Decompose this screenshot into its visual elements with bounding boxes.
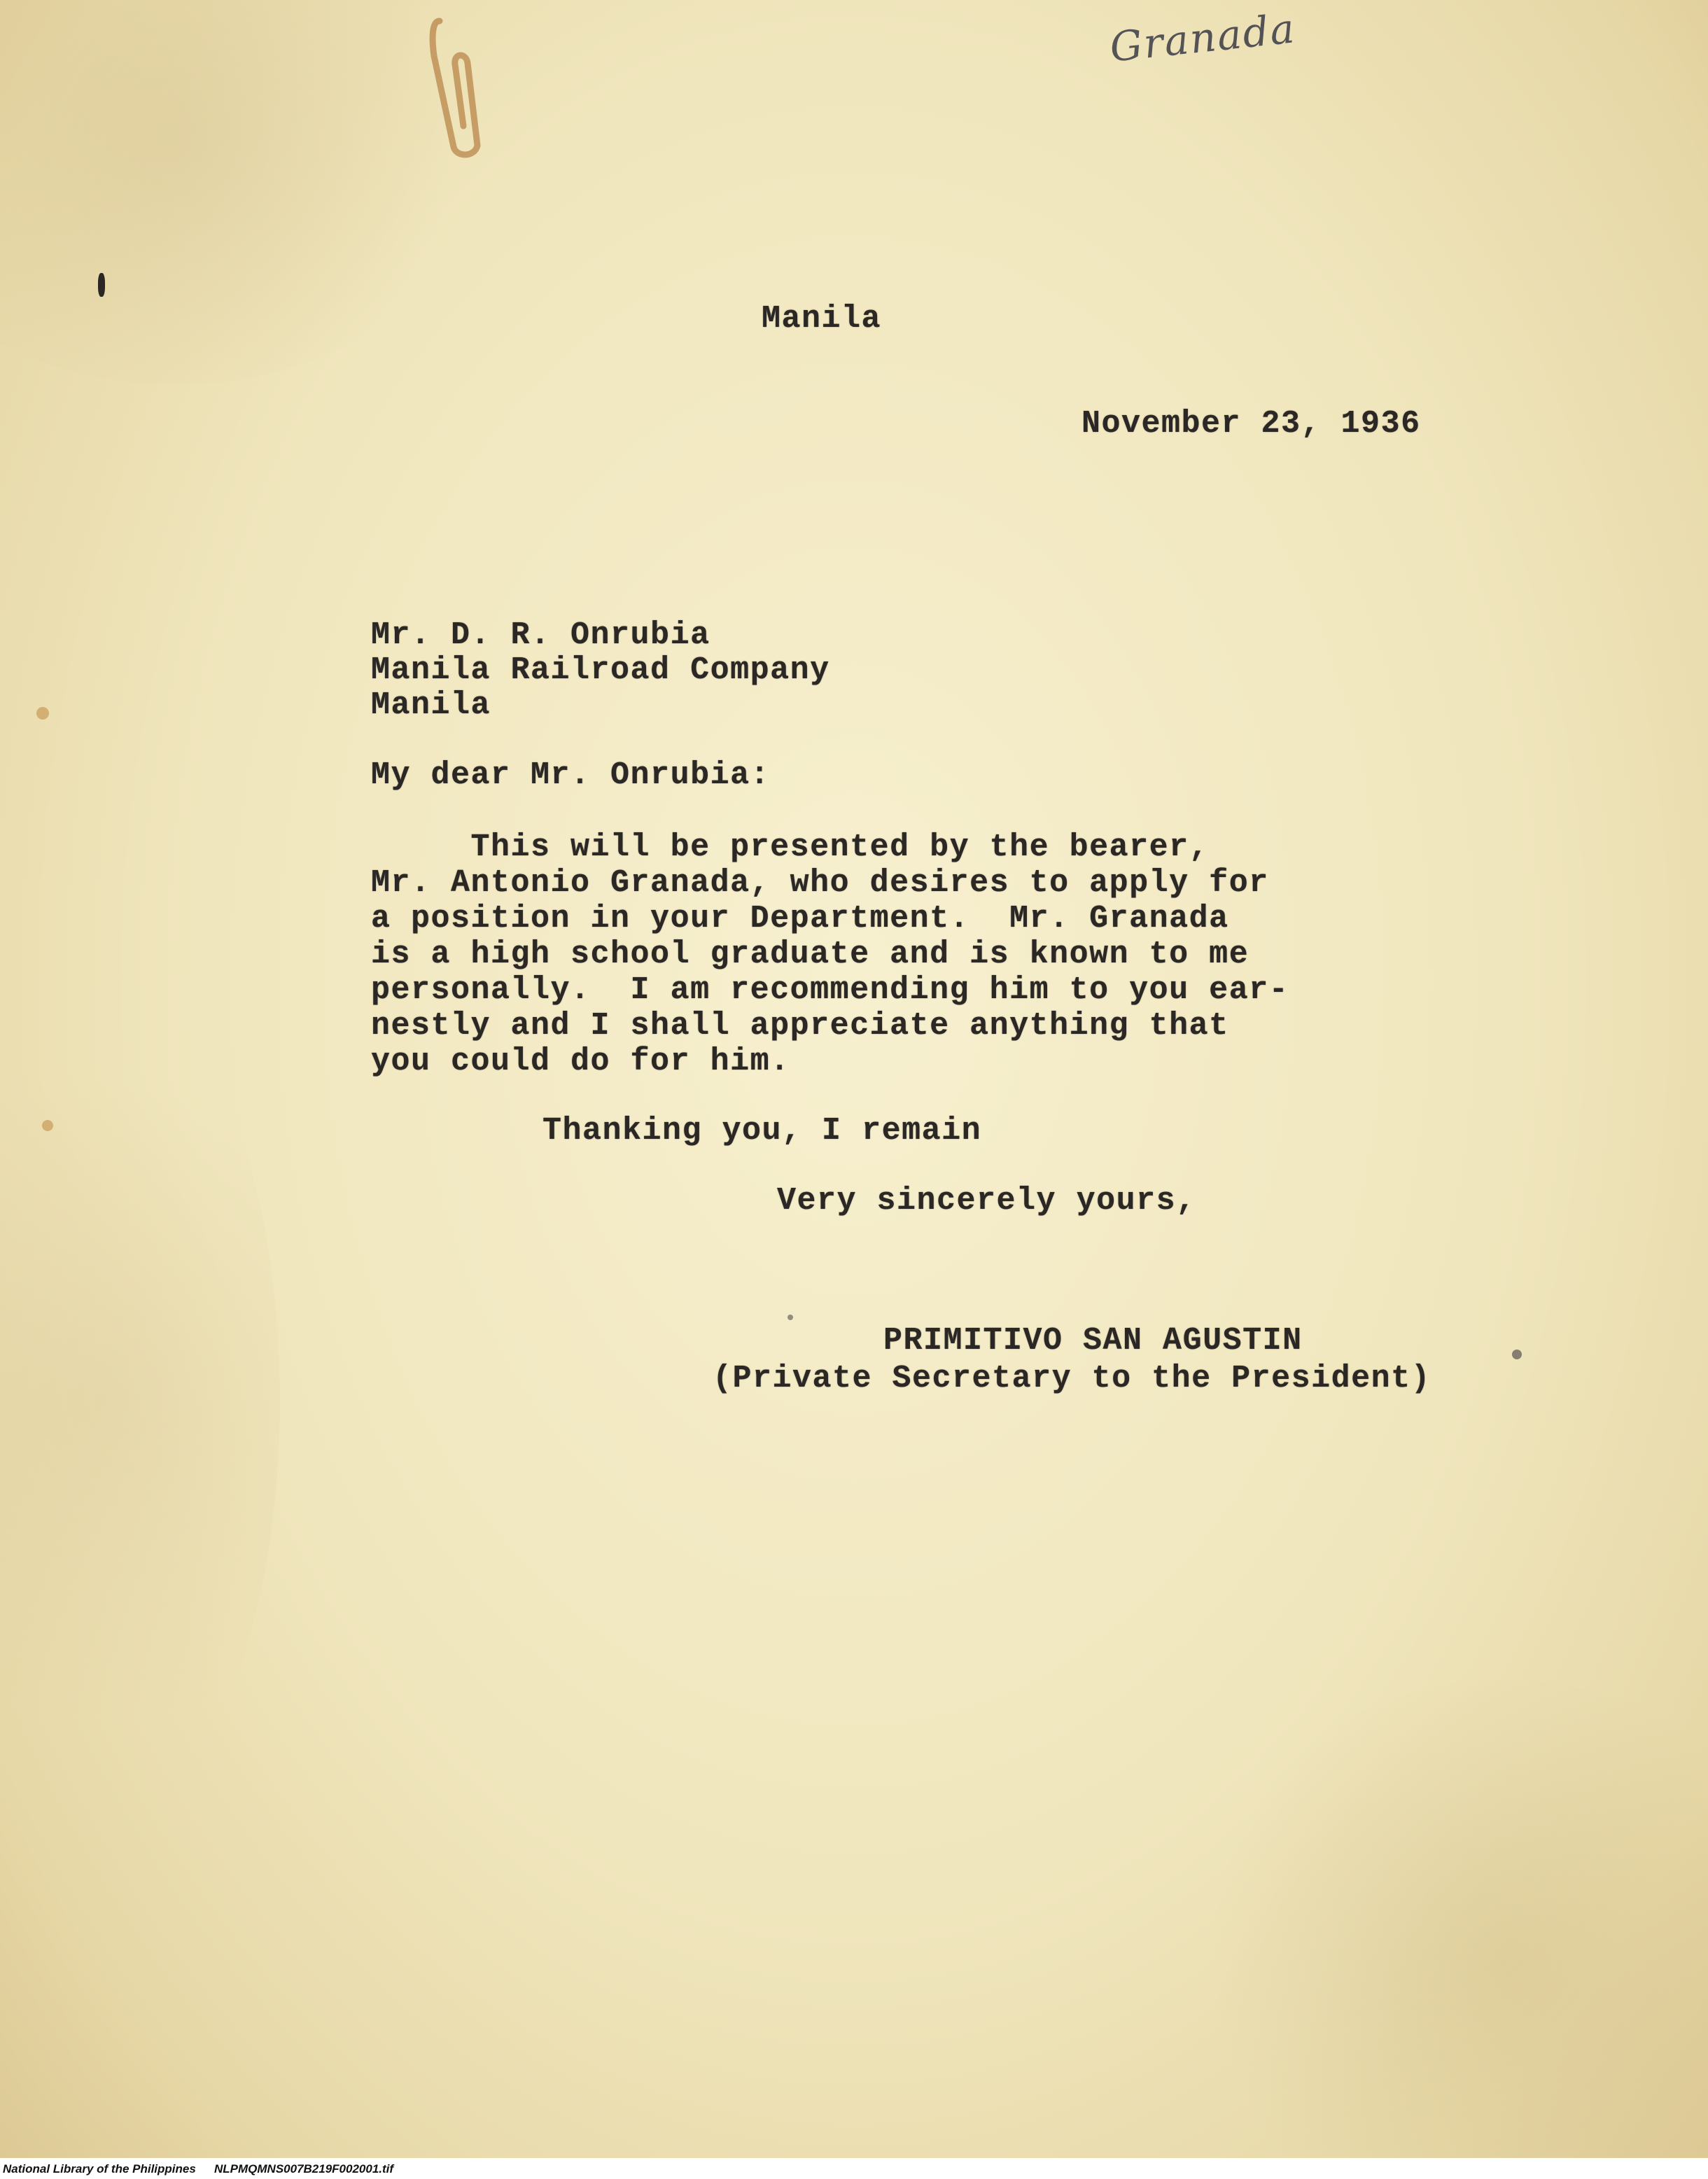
signatory-name: PRIMITIVO SAN AGUSTIN xyxy=(883,1323,1303,1359)
body-line: nestly and I shall appreciate anything that xyxy=(371,1008,1229,1044)
closing-remark: Thanking you, I remain xyxy=(542,1113,982,1149)
body-line: This will be presented by the bearer, xyxy=(371,829,1210,865)
ink-speck xyxy=(1512,1350,1522,1359)
salutation: My dear Mr. Onrubia: xyxy=(371,757,771,793)
ink-speck xyxy=(98,273,105,297)
recipient-company: Manila Railroad Company xyxy=(371,652,830,688)
rust-spot xyxy=(42,1120,53,1131)
body-line: personally. I am recommending him to you ear- xyxy=(371,972,1289,1008)
body-line: you could do for him. xyxy=(371,1044,790,1079)
scan-footer xyxy=(0,2158,1708,2179)
recipient-name: Mr. D. R. Onrubia xyxy=(371,617,710,653)
paper-stain xyxy=(0,0,490,385)
ink-speck xyxy=(788,1315,793,1320)
paperclip-mark-icon xyxy=(426,14,489,161)
letter-place: Manila xyxy=(762,301,882,337)
handwritten-annotation: Granada xyxy=(1107,4,1298,71)
body-line: a position in your Department. Mr. Granada xyxy=(371,901,1229,937)
body-line: Mr. Antonio Granada, who desires to apply for xyxy=(371,865,1269,901)
body-line: is a high school graduate and is known to me xyxy=(371,937,1250,972)
signatory-title: (Private Secretary to the President) xyxy=(713,1361,1432,1396)
paper-stain xyxy=(1190,1680,1708,2179)
recipient-city: Manila xyxy=(371,687,491,723)
footer-institution: National Library of the Philippines xyxy=(3,2162,196,2176)
rust-spot xyxy=(36,707,49,720)
valediction: Very sincerely yours, xyxy=(777,1183,1196,1219)
footer-file-id: NLPMQMNS007B219F002001.tif xyxy=(214,2162,394,2176)
letter-date: November 23, 1936 xyxy=(1082,406,1421,442)
paper-stain xyxy=(0,980,280,1820)
